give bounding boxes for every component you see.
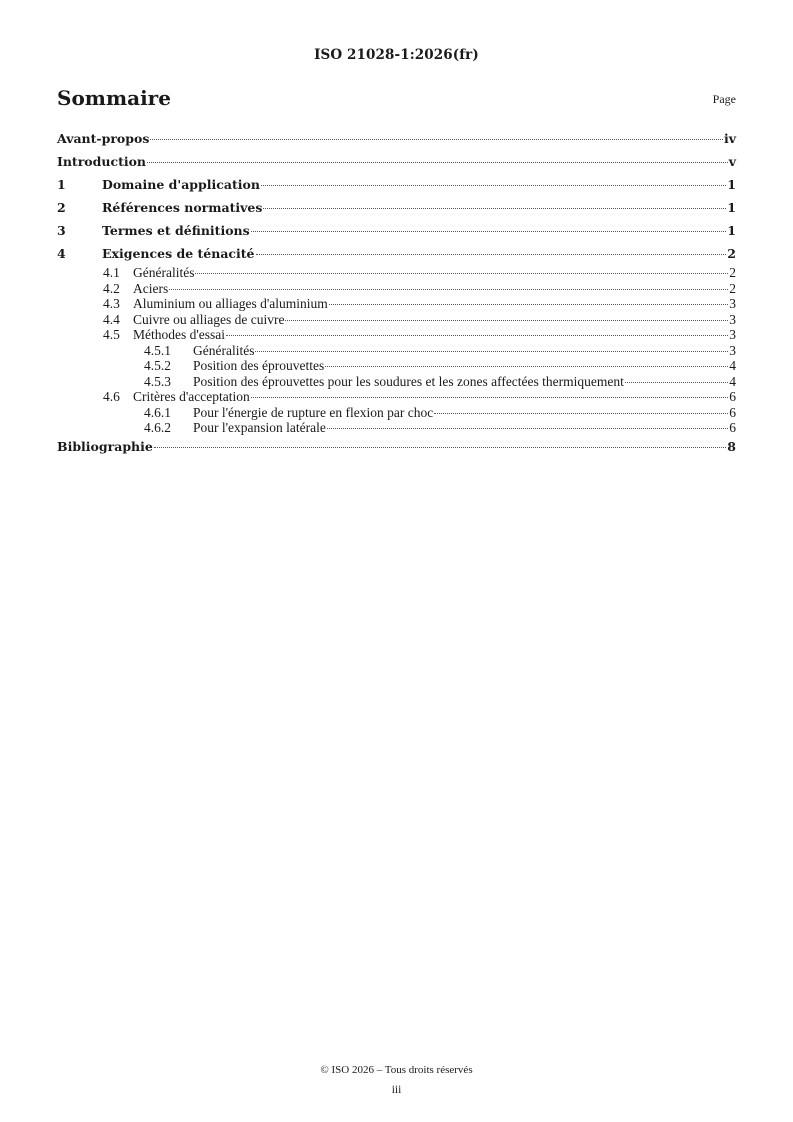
dot-leader (147, 161, 728, 163)
dot-leader (329, 303, 728, 305)
toc-entry-title: Aluminium ou alliages d'aluminium (133, 296, 328, 311)
toc-entry-title: Références normatives (102, 200, 263, 215)
dot-leader (169, 288, 728, 290)
toc-entry-number: 4.6.1 (144, 404, 171, 420)
toc-entry-page: 1 (727, 200, 736, 215)
toc-entry[interactable] (57, 128, 736, 151)
toc-entry-number: 4.5.2 (144, 358, 171, 373)
dot-leader (150, 138, 723, 140)
copyright-footer: © ISO 2026 – Tous droits réservés (320, 1064, 473, 1076)
toc-entry[interactable] (57, 196, 736, 219)
dot-leader (327, 427, 728, 429)
toc-entry-number: 4 (57, 246, 66, 261)
dot-leader (251, 230, 727, 232)
toc-entry-number: 4.6 (103, 389, 120, 404)
toc-entry-page: 1 (727, 223, 736, 238)
toc-entry[interactable] (57, 436, 736, 459)
dot-leader (195, 272, 728, 274)
toc-entry-page: 2 (727, 246, 736, 261)
toc-entry-number: 4.4 (103, 311, 120, 327)
toc-title-row (57, 86, 736, 116)
toc-entry[interactable] (57, 173, 736, 196)
toc-entry-page: 3 (729, 327, 736, 342)
toc-entry[interactable] (57, 405, 736, 421)
toc-entry-number: 4.5.3 (144, 373, 171, 389)
dot-leader (434, 412, 728, 414)
toc-entry-title: Critères d'acceptation (133, 389, 250, 404)
toc-entry-number: 4.5.1 (144, 342, 171, 358)
toc-entry-title: Domaine d'application (102, 177, 260, 192)
dot-leader (226, 334, 728, 336)
toc-entry-title: Introduction (57, 153, 147, 169)
dot-leader (625, 381, 728, 383)
page-number: iii (391, 1084, 402, 1096)
toc-entry[interactable] (57, 358, 736, 374)
toc-entry[interactable] (57, 389, 736, 405)
toc-entry-title: Aciers (133, 280, 169, 296)
dot-leader (285, 319, 728, 321)
toc-entry[interactable] (57, 265, 736, 281)
dot-leader (255, 350, 728, 352)
toc-entry[interactable] (57, 374, 736, 390)
toc-entry[interactable] (57, 151, 736, 174)
dot-leader (325, 365, 728, 367)
toc-entry-number: 1 (57, 177, 66, 192)
page-column-label: Page (712, 92, 736, 106)
toc-title: Sommaire (57, 86, 171, 110)
toc-entry-number: 4.3 (103, 296, 120, 311)
toc-entry[interactable] (57, 219, 736, 242)
toc-entry-page: 2 (729, 265, 736, 280)
toc-entry-page: 6 (729, 389, 736, 404)
toc-entry-title: Avant-propos (57, 131, 150, 146)
toc-entry-number: 4.5 (103, 327, 120, 342)
dot-leader (263, 207, 726, 209)
dot-leader (251, 396, 728, 398)
toc-entry-title: Position des éprouvettes pour les soudures et les zones affectées thermiquement (193, 373, 624, 389)
document-header: ISO 21028-1:2026(fr) (314, 47, 479, 63)
toc-entry[interactable] (57, 296, 736, 312)
toc-entry-page: 2 (729, 280, 736, 296)
toc-entry-title: Cuivre ou alliages de cuivre (133, 311, 285, 327)
toc-entry-title: Bibliographie (57, 438, 153, 454)
toc-entry-number: 4.6.2 (144, 420, 171, 435)
toc-entry-title: Exigences de ténacité (102, 246, 255, 261)
dot-leader (261, 184, 726, 186)
toc-entry[interactable] (57, 242, 736, 265)
dot-leader (256, 253, 727, 255)
toc-entry-title: Généralités (193, 342, 255, 358)
toc-entry-number: 3 (57, 223, 66, 238)
table-of-contents (57, 128, 736, 458)
toc-entry-page: 8 (727, 438, 736, 454)
toc-entry-number: 2 (57, 200, 66, 215)
toc-entry-title: Pour l'expansion latérale (193, 420, 326, 435)
toc-entry-page: 3 (729, 342, 736, 358)
toc-entry[interactable] (57, 420, 736, 436)
toc-entry[interactable] (57, 327, 736, 343)
toc-entry-title: Pour l'énergie de rupture en flexion par choc (193, 404, 434, 420)
toc-entry-page: 6 (729, 404, 736, 420)
toc-entry-page: 3 (729, 296, 736, 311)
toc-entry-page: 1 (727, 177, 736, 192)
toc-entry-page: 6 (729, 420, 736, 435)
toc-entry-page: 4 (729, 373, 736, 389)
toc-entry-number: 4.2 (103, 280, 120, 296)
toc-entry-page: v (728, 153, 736, 169)
toc-entry-number: 4.1 (103, 265, 120, 280)
dot-leader (154, 446, 726, 448)
toc-entry-title: Méthodes d'essai (133, 327, 226, 342)
toc-entry-page: 4 (729, 358, 736, 373)
toc-entry[interactable] (57, 343, 736, 359)
toc-entry-page: 3 (729, 311, 736, 327)
toc-entry-title: Généralités (133, 265, 195, 280)
toc-entry[interactable] (57, 312, 736, 328)
toc-entry-title: Termes et définitions (102, 223, 250, 238)
toc-entry-title: Position des éprouvettes (193, 358, 325, 373)
toc-entry-page: iv (723, 131, 736, 146)
toc-entry[interactable] (57, 281, 736, 297)
